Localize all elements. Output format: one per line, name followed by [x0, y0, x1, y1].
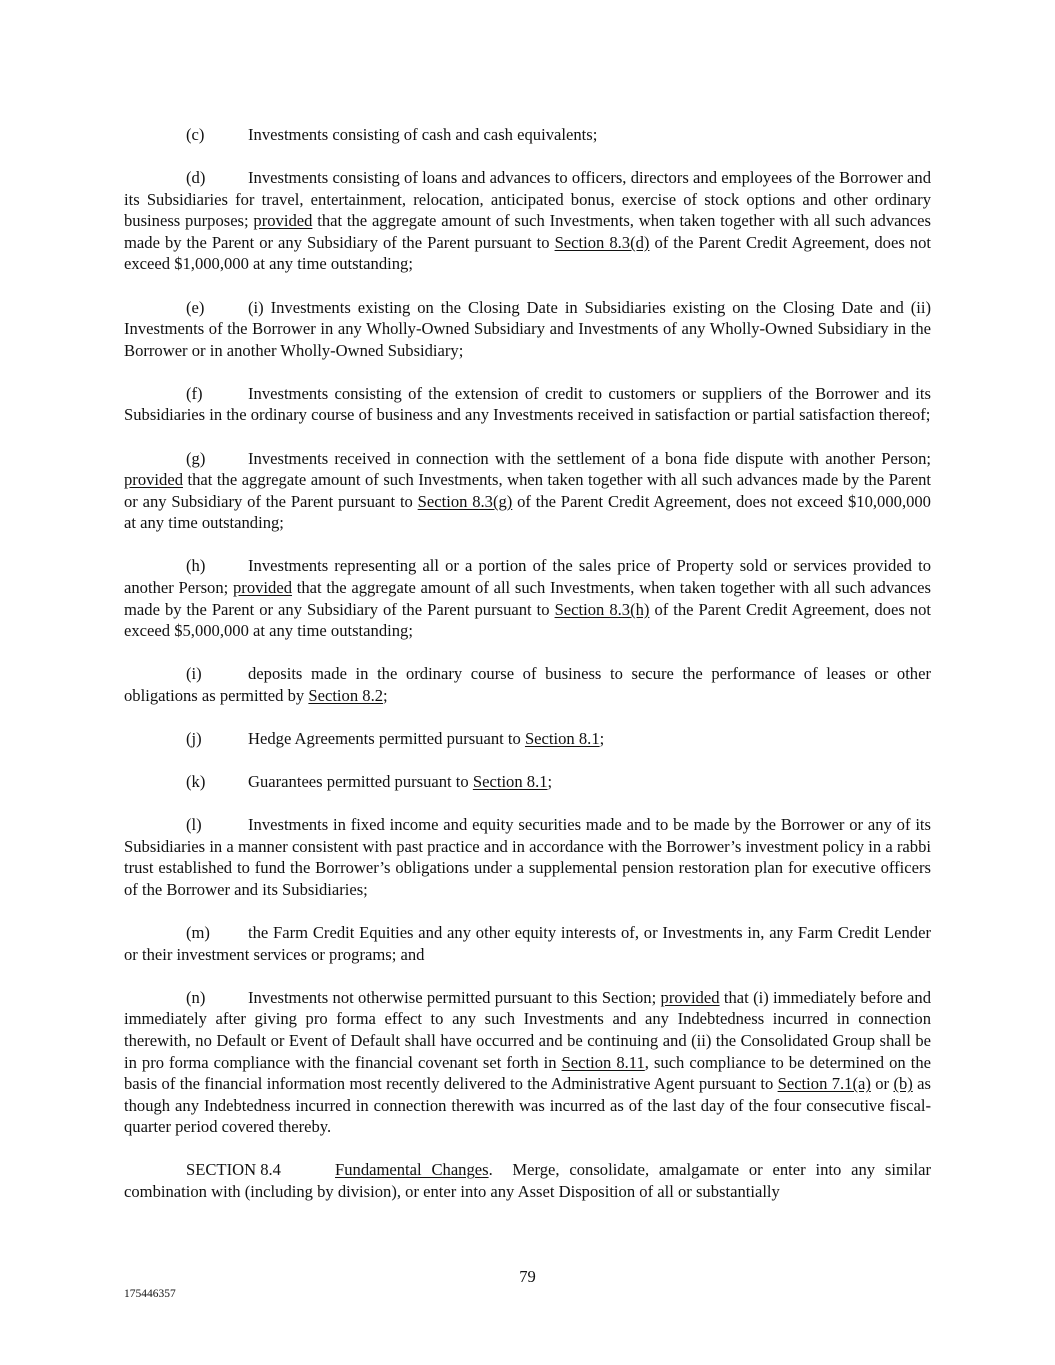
clause-label: (h): [186, 556, 206, 576]
clause-text: that the aggregate amount of such Investments, when taken together with all such advances made by the Parent or any Subsidiary of the Parent pursuant to: [124, 470, 931, 511]
document-body: [124, 124, 936, 1224]
section-reference: Section 8.2: [308, 685, 384, 705]
clause-text: Investments consisting of the extension of credit to customers or suppliers of the Borrower and its Subsidiaries in the ordinary course of business and any Investments received in satisfaction or partial satisfaction thereof;: [124, 383, 931, 425]
document-id: 175446357: [124, 1288, 176, 1300]
clause-text: , such compliance to be determined on the basis of the financial information most recently delivered to the Administrative Agent pursuant to: [124, 1052, 931, 1094]
clause-d: [124, 167, 931, 275]
clause-text: of the Parent Credit Agreement, does not exceed $5,000,000 at any time outstanding;: [124, 599, 932, 641]
provided-term: provided: [660, 987, 720, 1007]
clause-label: (c): [186, 125, 205, 144]
clause-text: ;: [383, 685, 388, 705]
clause-label: (k): [186, 772, 206, 792]
section-8-4: [124, 1159, 936, 1202]
section-label: SECTION 8.4: [186, 1160, 281, 1180]
clause-c: [124, 124, 931, 146]
page-number: 79: [519, 1267, 536, 1286]
clause-text: Investments consisting of cash and cash equivalents;: [248, 125, 598, 144]
section-reference: Section 8.3(h): [554, 599, 650, 619]
section-reference: Section 8.1: [524, 728, 600, 748]
clause-g: [124, 448, 931, 534]
clause-f: [124, 383, 931, 426]
section-text: Merge, consolidate, amalgamate or enter into any similar combination with (including by division), or enter into any Asset Disposition of all or substantially: [124, 1160, 936, 1201]
section-title: Fundamental Changes: [335, 1160, 489, 1180]
clause-text: ;: [547, 772, 553, 792]
section-reference: Section 8.1: [472, 772, 548, 792]
section-reference: Section 8.11: [561, 1052, 645, 1072]
clause-text: or: [870, 1074, 894, 1094]
clause-e: [124, 297, 931, 362]
section-reference: Section 8.3(d): [554, 232, 650, 252]
clause-label: (n): [186, 987, 206, 1007]
clause-text: ;: [599, 728, 605, 748]
clause-text: Guarantees permitted pursuant to: [248, 772, 473, 792]
clause-j: [124, 728, 931, 750]
clause-text: that (i) immediately before and immediately after giving pro forma effect to any such Investments and any Indebtedness incurred in connection therewith, no Default or Event of Default shall have occurred and be continuing and (ii) the Consolidated Group shall be in pro forma compliance with the financial covenant set forth in: [124, 987, 931, 1072]
clause-text: Hedge Agreements permitted pursuant to: [248, 728, 525, 748]
clause-text: of the Parent Credit Agreement, does not exceed $10,000,000 at any time outstanding;: [124, 491, 931, 533]
clause-text: (i) Investments existing on the Closing Date in Subsidiaries existing on the Closing Date and (ii) Investments of the Borrower in any Wholly-Owned Subsidiary and Investments of any Wholly-Owned Subsidiary in the Borrower or in another Wholly-Owned Subsidiary;: [124, 297, 931, 360]
section-reference: Section 7.1(a): [777, 1074, 871, 1094]
section-reference: Section 8.3(g): [417, 491, 513, 511]
clause-h: [124, 555, 931, 641]
clause-text: Investments in fixed income and equity securities made and to be made by the Borrower or any of its Subsidiaries in a manner consistent with past practice and in accordance with the Borrower’s investment policy in a rabbi trust established to fund the Borrower’s obligations under a supplemental pension restoration plan for executive officers of the Borrower and its Subsidiaries;: [124, 815, 931, 899]
clause-text: Investments representing all or a portion of the sales price of Property sold or services provided to another Person;: [124, 556, 931, 597]
clause-n: [124, 987, 931, 1138]
clause-text: Investments not otherwise permitted pursuant to this Section;: [248, 987, 661, 1007]
clause-label: (d): [186, 168, 206, 188]
clause-k: [124, 771, 931, 793]
clause-text: as though any Indebtedness incurred in connection therewith was incurred as of the last day of the four consecutive fiscal-quarter period covered thereby.: [124, 1074, 931, 1137]
clause-label: (i): [186, 664, 202, 684]
clause-l: [124, 814, 931, 900]
clause-text: Investments consisting of loans and advances to officers, directors and employees of the Borrower and its Subsidiaries for travel, entertainment, relocation, anticipated bonus, exercise of stock options and other ordinary business purposes;: [124, 168, 931, 231]
clause-label: (g): [186, 448, 206, 468]
clause-i: [124, 663, 931, 706]
clause-label: (l): [186, 815, 202, 835]
clause-m: [124, 922, 931, 965]
clause-label: (e): [186, 297, 205, 317]
clause-label: (f): [186, 383, 203, 403]
clause-text: that the aggregate amount of such Investments, when taken together with all such advances made by the Parent or any Subsidiary of the Parent pursuant to: [124, 211, 931, 252]
clause-text: that the aggregate amount of all such Investments, when taken together with all such advances made by the Parent or any Subsidiary of the Parent pursuant to: [124, 578, 931, 619]
provided-term: provided: [233, 578, 292, 597]
clause-text: the Farm Credit Equities and any other equity interests of, or Investments in, any Farm Credit Lender or their investment services or programs; and: [124, 923, 931, 964]
clause-label: (m): [186, 923, 210, 943]
provided-term: provided: [124, 470, 183, 490]
clause-label: (j): [186, 728, 202, 748]
clause-text: Investments received in connection with the settlement of a bona fide dispute with another Person;: [248, 448, 931, 468]
section-title-period: .: [488, 1160, 493, 1180]
provided-term: provided: [253, 211, 313, 231]
clause-text: of the Parent Credit Agreement, does not exceed $1,000,000 at any time outstanding;: [124, 232, 932, 274]
section-reference: (b): [893, 1074, 913, 1094]
clause-text: deposits made in the ordinary course of business to secure the performance of leases or other obligations as permitted by: [124, 664, 931, 705]
